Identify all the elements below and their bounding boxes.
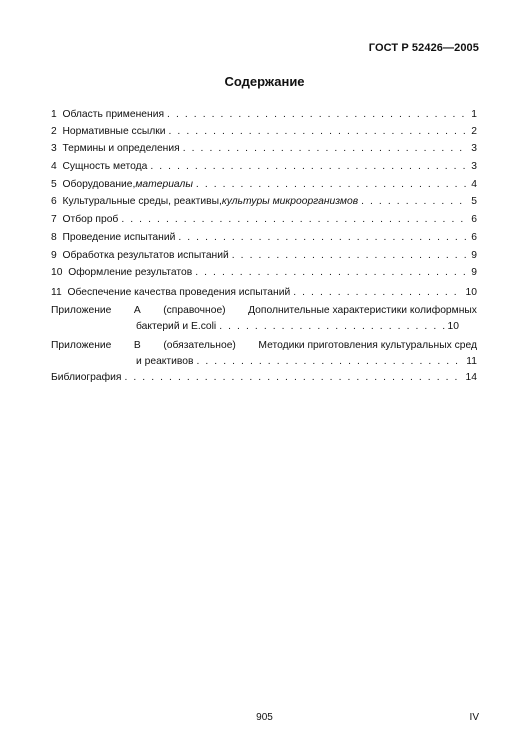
footer-page-number: 905: [256, 712, 273, 723]
page-title: Содержание: [224, 74, 305, 89]
toc-entry-1[interactable]: 1 Область применения . . . 1: [51, 108, 477, 122]
toc-entry-5[interactable]: 5 Оборудование, материалы . . . 4: [51, 178, 477, 192]
document-code: ГОСТ Р 52426—2005: [368, 42, 479, 54]
toc-appendix-b-continuation[interactable]: и реактивов . . . 11: [136, 355, 477, 369]
toc-appendix-b-heading[interactable]: Приложение В (обязательное) Методики приготовления культуральных сред: [51, 340, 477, 351]
toc-entry-2[interactable]: 2 Нормативные ссылки . . . 2: [51, 125, 477, 139]
toc-bibliography[interactable]: Библиография . . . 14: [51, 371, 477, 385]
toc-entry-4[interactable]: 4 Сущность метода . . . 3: [51, 160, 477, 174]
toc-entry-11[interactable]: 11 Обеспечение качества проведения испытаний . . . 10: [51, 286, 477, 300]
toc-entry-9[interactable]: 9 Обработка результатов испытаний . . . 9: [51, 249, 477, 263]
toc-appendix-a-continuation[interactable]: бактерий и E.coli . . . 10: [136, 320, 459, 334]
toc-entry-6[interactable]: 6 Культуральные среды, реактивы, культуры микроорганизмов . . . 5: [51, 195, 477, 209]
toc-entry-3[interactable]: 3 Термины и определения . . . 3: [51, 142, 477, 156]
toc-appendix-a-heading[interactable]: Приложение А (справочное) Дополнительные характеристики колиформных: [51, 305, 477, 316]
toc-entry-10[interactable]: 10 Оформление результатов . . . 9: [51, 266, 477, 280]
toc-entry-8[interactable]: 8 Проведение испытаний . . . 6: [51, 231, 477, 245]
footer-roman-numeral: IV: [469, 712, 479, 723]
toc-entry-7[interactable]: 7 Отбор проб . . . 6: [51, 213, 477, 227]
